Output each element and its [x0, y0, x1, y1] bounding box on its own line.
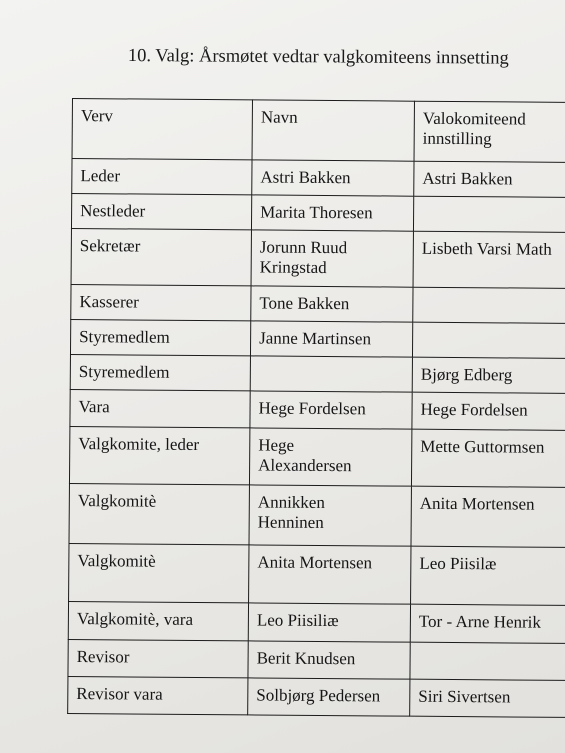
table-row [71, 284, 565, 323]
table-row [69, 483, 565, 547]
table-row [70, 354, 565, 393]
header-navn: Navn [252, 100, 414, 161]
cell-innstilling: Mette Guttormsen [411, 429, 565, 487]
cell-verv: Valgkomitè [69, 543, 249, 602]
table-row [69, 426, 565, 487]
cell-verv: Styremedlem [70, 354, 250, 390]
header-innstilling: Valokomiteend innstilling [414, 101, 565, 162]
cell-verv: Vara [70, 389, 250, 427]
agenda-heading: 10. Valg: Årsmøtet vedtar valgkomiteens innsetting [127, 46, 509, 69]
cell-verv: Valgkomitè, vara [68, 601, 248, 640]
cell-navn: Janne Martinsen [250, 321, 412, 357]
cell-innstilling: Hege Fordelsen [412, 392, 565, 430]
cell-navn: Annikken Henninen [249, 485, 411, 546]
table-row [69, 543, 565, 605]
cell-innstilling [412, 322, 565, 358]
cell-innstilling [410, 642, 565, 680]
cell-innstilling [413, 196, 565, 232]
cell-navn: Berit Knudsen [248, 641, 410, 679]
cell-verv: Valgkomitè [69, 483, 249, 544]
cell-verv: Nestleder [71, 194, 251, 230]
cell-navn: Hege Fordelsen [250, 391, 412, 429]
cell-navn: Astri Bakken [252, 160, 414, 196]
cell-verv: Kasserer [71, 284, 251, 320]
election-table-wrapper [67, 98, 565, 718]
table-row [71, 194, 565, 233]
cell-navn: Anita Mortensen [249, 545, 411, 604]
cell-verv: Valgkomite, leder [69, 426, 249, 484]
header-verv: Verv [72, 99, 252, 160]
cell-navn: Marita Thoresen [251, 195, 413, 231]
cell-navn: Tone Bakken [251, 286, 413, 322]
cell-innstilling: Lisbeth Varsi Math [413, 231, 565, 288]
cell-verv: Revisor vara [68, 676, 248, 714]
table-row [72, 159, 565, 198]
cell-navn [250, 356, 412, 392]
cell-innstilling: Bjørg Edberg [412, 357, 565, 393]
cell-innstilling: Anita Mortensen [411, 486, 565, 547]
cell-innstilling: Astri Bakken [414, 161, 565, 197]
cell-navn: Hege Alexandersen [249, 428, 411, 486]
cell-verv: Revisor [68, 639, 248, 677]
table-row [71, 228, 565, 288]
cell-innstilling [413, 287, 565, 323]
table-row [68, 639, 565, 680]
cell-verv: Sekretær [71, 228, 251, 285]
cell-navn: Leo Piisiliæ [248, 603, 410, 642]
election-table [67, 98, 565, 718]
cell-verv: Leder [72, 159, 252, 195]
cell-verv: Styremedlem [70, 319, 250, 355]
table-row [68, 676, 565, 717]
cell-innstilling: Siri Sivertsen [410, 679, 565, 717]
table-row [70, 319, 565, 358]
cell-innstilling: Leo Piisilæ [411, 546, 565, 605]
cell-innstilling: Tor - Arne Henrik [410, 604, 565, 643]
table-row [70, 389, 565, 430]
table-header-row [72, 99, 565, 163]
cell-navn: Solbjørg Pedersen [248, 678, 410, 716]
cell-navn: Jorunn Ruud Kringstad [251, 230, 413, 287]
table-row [68, 601, 565, 643]
